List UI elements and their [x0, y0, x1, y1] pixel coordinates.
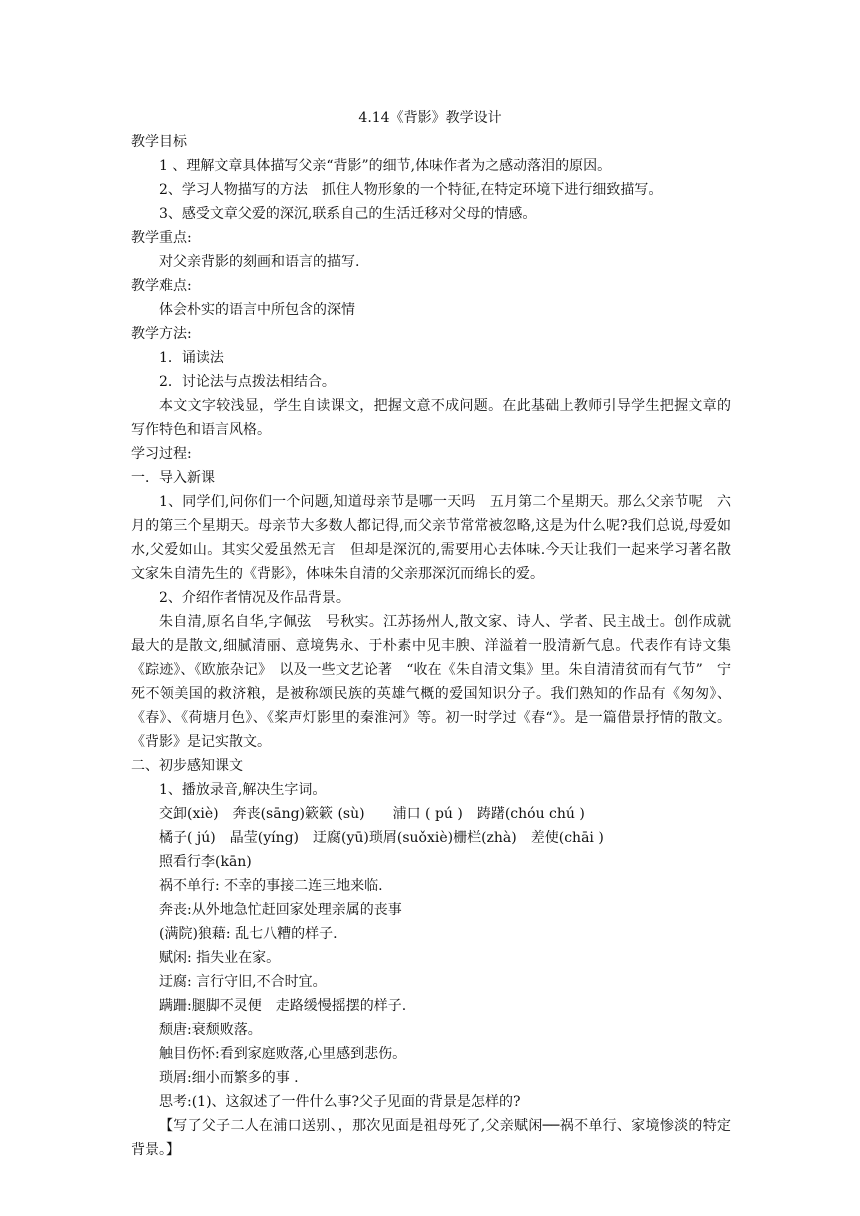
think-answer: 【写了父子二人在浦口送别、，那次见面是祖母死了,父亲赋闲──祸不单行、家境惨淡的特定背景。】	[131, 1118, 731, 1158]
definition-item: 蹒跚:腿脚不灵便 走路缓慢摇摆的样子.	[159, 998, 407, 1014]
definition-item: 赋闲: 指失业在家。	[159, 950, 281, 966]
document-title: 4.14《背影》教学设计	[358, 110, 502, 126]
goals-heading: 教学目标	[131, 134, 187, 150]
document-body	[131, 130, 731, 1162]
definition-item: (满院)狼藉: 乱七八糟的样子.	[159, 926, 338, 942]
method-item: 2．讨论法与点拨法相结合。	[159, 374, 336, 390]
vocab-line: 交卸(xiè) 奔丧(sāng)簌簌 (sù) 浦口 ( pú ) 踌躇(chóu chú )	[159, 806, 585, 822]
vocab-line: 橘子( jú) 晶莹(yíng) 迂腐(yū)琐屑(suǒxiè)栅栏(zhà) 差使(chāi )	[159, 830, 604, 846]
definition-item: 祸不单行: 不幸的事接二连三地来临.	[159, 878, 383, 894]
definition-item: 触目伤怀:看到家庭败落,心里感到悲伤。	[159, 1046, 407, 1062]
methods-note: 本文文字较浅显，学生自读课文，把握文意不成问题。在此基础上教师引导学生把握文章的写作特色和语言风格。	[131, 398, 731, 438]
think-question: 思考:(1)、这叙述了一件什么事?父子见面的背景是怎样的?	[159, 1094, 521, 1110]
vocab-line: 照看行李(kān)	[159, 854, 252, 870]
key-point-heading: 教学重点:	[131, 230, 192, 246]
author-paragraph: 朱自清,原名自华,字佩弦 号秋实。江苏扬州人,散文家、诗人、学者、民主战士。创作成就最大的是散文,细腻清丽、意境隽永、于朴素中见丰腴、洋溢着一股清新气息。代表作有诗文集《踪迹》、《欧旅杂记》 以及一些文艺论著 “收在《朱自清文集》里。朱自清清贫而有气节” 宁死不领美国的救济粮，是被称颂民族的英雄气概的爱国知识分子。我们熟知的作品有《匆匆》、《春》、《荷塘月色》、《桨声灯影里的秦淮河》等。初一时学过《春“》。是一篇借景抒情的散文。《背影》是记实散文。	[131, 614, 731, 750]
difficulty-text: 体会朴实的语言中所包含的深情	[159, 302, 355, 318]
definition-item: 奔丧:从外地急忙赶回家处理亲属的丧事	[159, 902, 402, 918]
goal-item: 1 、理解文章具体描写父亲“背影”的细节,体味作者为之感动落泪的原因。	[159, 158, 612, 174]
intro-paragraph: 1、同学们,问你们一个问题,知道母亲节是哪一天吗 五月第二个星期天。那么父亲节呢 六月的第三个星期天。母亲节大多数人都记得,而父亲节常常被忽略,这是为什么呢?我们总说,母爱如水,父爱如山。其实父爱虽然无言 但却是深沉的,需要用心去体味.今天让我们一起来学习著名散文家朱自清先生的《背影》，体味朱自清的父亲那深沉而绵长的爱。	[131, 494, 731, 582]
section2-heading: 二、初步感知课文	[131, 758, 243, 774]
author-heading: 2、介绍作者情况及作品背景。	[159, 590, 350, 606]
key-point-text: 对父亲背影的刻画和语言的描写.	[159, 254, 360, 270]
difficulty-heading: 教学难点:	[131, 278, 192, 294]
definition-item: 琐屑:细小而繁多的事 .	[159, 1070, 299, 1086]
definition-item: 迂腐: 言行守旧,不合时宜。	[159, 974, 327, 990]
methods-heading: 教学方法:	[131, 326, 192, 342]
goal-item: 2、学习人物描写的方法 抓住人物形象的一个特征,在特定环境下进行细致描写。	[159, 182, 663, 198]
goal-item: 3、感受文章父爱的深沉,联系自己的生活迁移对父母的情感。	[159, 206, 537, 222]
process-heading: 学习过程:	[131, 446, 192, 462]
definition-item: 颓唐:衰颓败落。	[159, 1022, 262, 1038]
vocab-heading: 1、播放录音,解决生字词。	[159, 782, 327, 798]
method-item: 1．诵读法	[159, 350, 224, 366]
section1-heading: 一．导入新课	[131, 470, 215, 486]
